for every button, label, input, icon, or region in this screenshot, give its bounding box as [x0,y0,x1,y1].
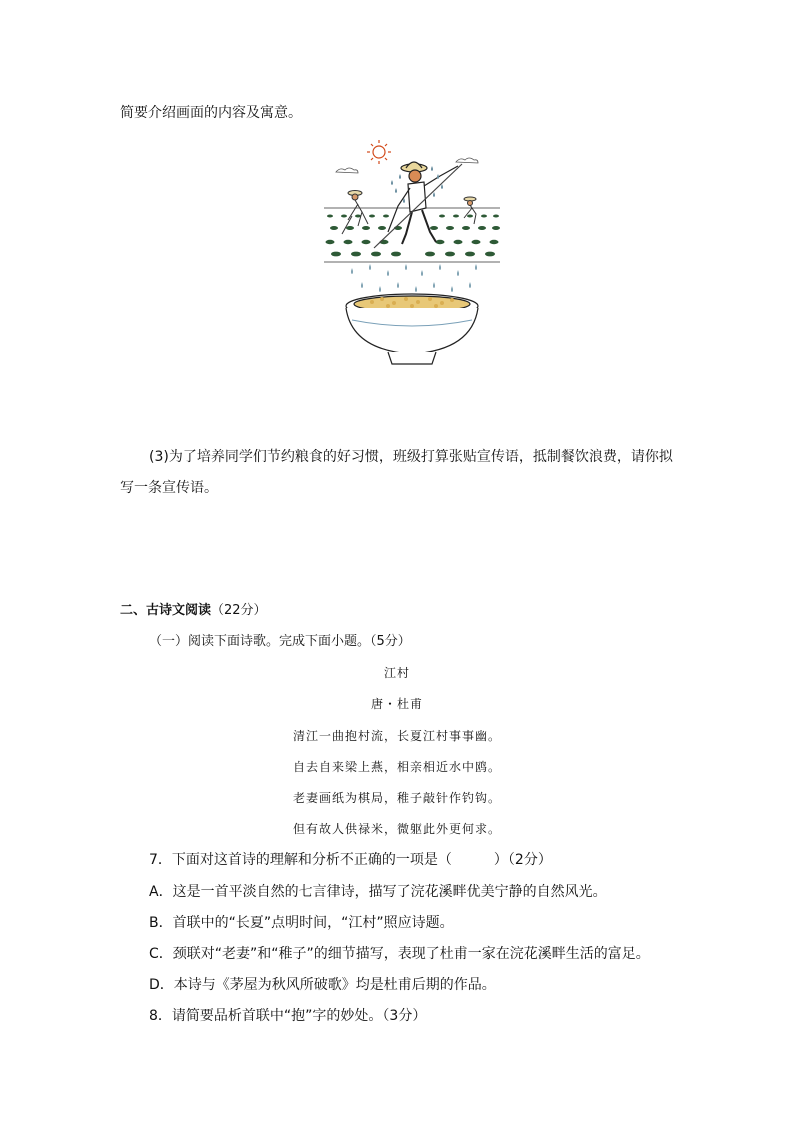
q3-line-1: (3)为了培养同学们节约粮食的好习惯，班级打算张贴宣传语，抵制餐饮浪费，请你拟 [149,449,673,465]
q7-stem: 7．下面对这首诗的理解和分析不正确的一项是（ ）（2分） [149,852,552,868]
section-score: （22分） [211,603,267,618]
intro-text: 简要介绍画面的内容及寓意。 [120,105,302,121]
rice-field [326,215,501,257]
q7-option-a: A．这是一首平淡自然的七言律诗，描写了浣花溪畔优美宁静的自然风光。 [149,884,607,900]
q3-line-2: 写一条宣传语。 [120,480,218,496]
falling-drops [351,264,477,292]
farming-rice-bowl-illustration [322,136,502,366]
poem-line: 老妻画纸为棋局，稚子敲针作钓钩。 [292,791,501,805]
poem-title: 江村 [383,666,410,680]
poem-line: 但有故人供禄米，微躯此外更何求。 [292,822,501,836]
poem-author: 唐・杜甫 [370,697,423,711]
q7-option-d: D．本诗与《茅屋为秋风所破歌》均是杜甫后期的作品。 [149,977,496,993]
cloud-left [336,168,358,173]
poem-line: 清江一曲抱村流，长夏江村事事幽。 [292,729,501,743]
rice-bowl [346,294,478,364]
cloud-right [456,158,478,163]
farmer-main [374,162,462,248]
sub-instruction: （一）阅读下面诗歌。完成下面小题。（5分） [149,634,411,649]
q8-question: 8．请简要品析首联中“抱”字的妙处。（3分） [149,1008,427,1024]
sun-icon [367,140,391,164]
poem-line: 自去自来梁上燕，相亲相近水中鸥。 [292,760,501,774]
q7-option-b: B．首联中的“长夏”点明时间，“江村”照应诗题。 [149,915,454,931]
q7-option-c: C．颈联对“老妻”和“稚子”的细节描写，表现了杜甫一家在浣花溪畔生活的富足。 [149,946,650,962]
farmer-right [464,197,476,224]
section-heading [120,601,267,621]
section-title: 二、古诗文阅读 [120,603,212,618]
